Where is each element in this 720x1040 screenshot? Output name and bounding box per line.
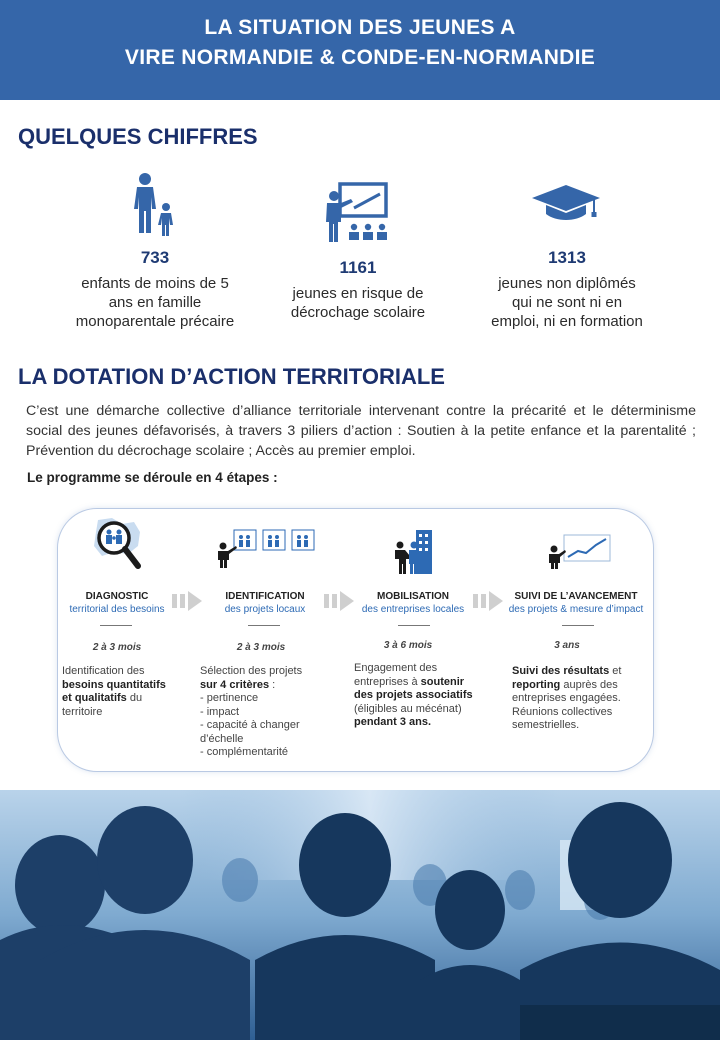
program-heading: Le programme se déroule en 4 étapes : bbox=[27, 470, 278, 485]
step-title: MOBILISATION des entreprises locales bbox=[361, 591, 465, 615]
chevron-arrow-icon bbox=[473, 588, 509, 614]
step-title: DIAGNOSTIC territorial des besoins bbox=[69, 591, 165, 615]
stat-label: jeunes en risque de décrochage scolaire bbox=[290, 285, 426, 321]
step-duration: 2 à 3 mois bbox=[92, 642, 142, 653]
presentation-selection-icon bbox=[215, 528, 317, 568]
divider bbox=[398, 625, 430, 626]
divider bbox=[562, 625, 594, 626]
students-audience-photo bbox=[0, 790, 720, 1040]
step-title: IDENTIFICATION des projets locaux bbox=[224, 591, 306, 615]
stat-neet bbox=[462, 248, 672, 331]
step-title: SUIVI DE L’AVANCEMENT des projets & mesure d’impact bbox=[508, 591, 644, 615]
divider bbox=[248, 625, 280, 626]
chevron-arrow-icon bbox=[324, 588, 360, 614]
stat-label: jeunes non diplômés qui ne sont ni en emploi, ni en formation bbox=[491, 275, 643, 330]
stat-dropout bbox=[258, 258, 458, 322]
step-duration: 3 ans bbox=[554, 640, 580, 651]
header-title-line2: VIRE NORMANDIE & CONDE-EN-NORMANDIE bbox=[124, 46, 596, 69]
dotation-title: LA DOTATION D’ACTION TERRITORIALE bbox=[18, 364, 445, 389]
step-duration: 2 à 3 mois bbox=[236, 642, 286, 653]
step-description: Suivi des résultats et reporting auprès des entreprises engagées. Réunions collectives semestrielles. bbox=[512, 665, 622, 731]
figures-title: QUELQUES CHIFFRES bbox=[18, 124, 258, 149]
step-description: Identification des besoins quantitatifs et qualitatifs du territoire bbox=[62, 665, 166, 718]
divider bbox=[100, 625, 132, 626]
dotation-intro: C’est une démarche collective d’alliance territoriale intervenant contre la précarité et le déterminisme social des jeunes défavorisés, à travers 3 piliers d’action : Soutien à la petite enfance et la parentalité ; Prévention du décrochage scolaire ; Accès au premier emploi. bbox=[26, 403, 696, 459]
stat-value: 1161 bbox=[339, 258, 377, 277]
graduation-cap-icon bbox=[531, 183, 601, 223]
magnifier-map-icon bbox=[90, 516, 150, 578]
step-duration: 3 à 6 mois bbox=[383, 640, 433, 651]
stat-label: enfants de moins de 5 ans en famille monoparentale précaire bbox=[75, 275, 235, 330]
header-title-line1: LA SITUATION DES JEUNES A bbox=[204, 16, 516, 39]
page-header bbox=[0, 0, 720, 100]
stat-value: 733 bbox=[140, 248, 170, 267]
parent-child-icon bbox=[128, 172, 178, 238]
stat-children bbox=[50, 248, 260, 331]
classroom-icon bbox=[324, 182, 396, 244]
progress-chart-icon bbox=[546, 533, 612, 569]
chevron-arrow-icon bbox=[172, 588, 208, 614]
stat-value: 1313 bbox=[548, 248, 586, 267]
step-description: Sélection des projets sur 4 critères : - pertinence - impact - capacité à changer d’échelle - complémentarité bbox=[200, 665, 303, 758]
step-description: Engagement des entreprises à soutenir des projets associatifs (éligibles au mécénat) pendant 3 ans. bbox=[354, 662, 473, 728]
handshake-building-icon bbox=[392, 527, 440, 577]
